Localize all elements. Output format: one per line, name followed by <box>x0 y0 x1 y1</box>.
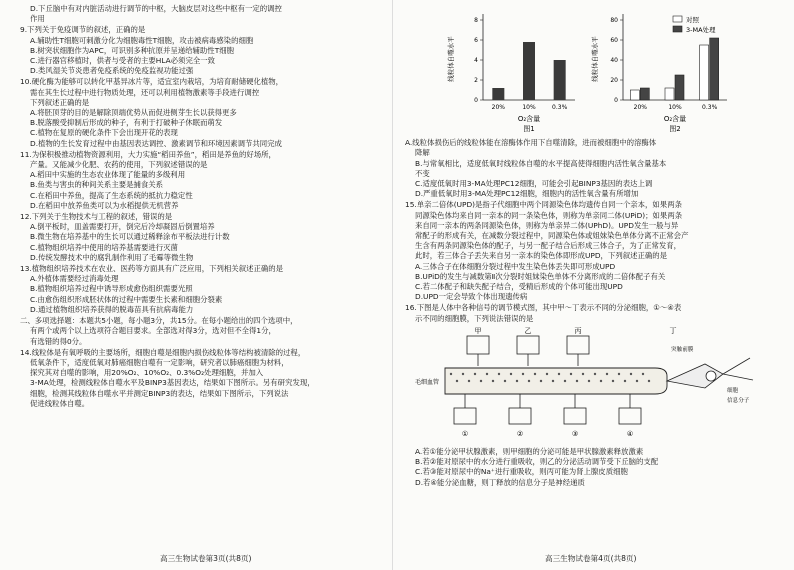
bar <box>523 42 535 100</box>
text-line: 3-MA处理，检测线粒体自噬水平及BINP3基因表达，结果如下图所示。另有研究发现， <box>30 378 315 388</box>
text-line: D.通过植物组织培养获得的脱毒苗具有抗病毒能力 <box>30 304 194 314</box>
fig1-xlabel: O₂含量 <box>517 115 541 123</box>
target-box-1 <box>454 408 476 424</box>
molecule-dot <box>612 380 614 382</box>
bar <box>640 88 649 100</box>
molecule-dot <box>636 380 638 382</box>
text-line: C.在稻田中养鱼，提高了生态系统的抵抗力稳定性 <box>30 190 193 200</box>
text-line: 来自同一亲本的两条同源染色体，则称为单亲异二体(UPhD)。UPD发生一般与异 <box>415 220 679 230</box>
text-line: 需在其生长过程中进行物质处理，还可以利用植物激素等手段进行调控 <box>30 87 260 97</box>
text-line: B.若②能对原尿中的水分进行重吸收，则乙的分泌活动调节受下丘脑的支配 <box>415 457 659 467</box>
label-capillary: 毛细血管 <box>414 378 440 386</box>
right-column <box>405 4 780 488</box>
text-line: 14.线粒体是有氧呼吸的主要场所，细胞自噬是细胞内损伤线粒体等结构被清除的过程， <box>20 347 306 357</box>
molecule-dot <box>450 373 452 375</box>
y-tick: 0 <box>614 97 618 104</box>
text-line: 低氧条件下，适度低氧对肺癌细胞自噬有一定影响，研究者以肺癌细胞为材料， <box>30 357 289 367</box>
cell-box-c <box>567 336 589 354</box>
molecule-dot <box>486 373 488 375</box>
molecule-dot <box>642 373 644 375</box>
text-line: 10.硬化酶为能够可以转化甲基异冰片等，适宜室内栽培，为培育耐储硬化植物， <box>20 77 284 87</box>
bar <box>665 88 674 100</box>
molecule-dot <box>618 373 620 375</box>
molecule-dot <box>588 380 590 382</box>
legend-control: 对照 <box>686 16 699 24</box>
legend-swatch-3ma <box>673 26 682 32</box>
text-line: 生含有两条同源染色体的配子，与另一配子结合后形成三体合子，为了正常发育， <box>415 241 682 251</box>
label-ding: 丁 <box>669 326 677 335</box>
fig1-ylabel: 线粒体自噬水平 <box>447 36 455 82</box>
text-line: D.类风湿关节炎患者免疫系统的免疫监视功能过强 <box>30 66 194 76</box>
molecule-dot <box>522 373 524 375</box>
text-line: A.辅助性T细胞可刺激分化为细胞毒性T细胞，攻击被病毒感染的细胞 <box>30 35 254 45</box>
molecule-dot <box>540 380 542 382</box>
text-line: 同源染色体均来自同一亲本的同一条染色体，则称为单亲同二体(UPiD)；如果两条 <box>415 210 683 220</box>
text-line: B.鱼类与害虫的种间关系主要是捕食关系 <box>30 180 164 190</box>
text-line: 不变 <box>415 168 430 178</box>
text-line: D.若④能分泌血糖，则丁释放的信息分子是神经递质 <box>415 477 585 487</box>
molecule-dot <box>528 380 530 382</box>
text-line: B.树突状细胞作为APC，可识别多种抗原并呈递给辅助性T细胞 <box>30 45 234 55</box>
text-line: 探究其对自噬的影响，用20%O₂、10%O₂、0.3%O₂处理细胞，并加入 <box>30 368 264 378</box>
molecule-dot <box>534 373 536 375</box>
right-text-top <box>405 138 780 324</box>
text-line: 11.为保积极推动植物资源利用，大力实施“稻田养鱼”，稻田是养鱼的好场所， <box>20 149 276 159</box>
text-line: A.稻田中实施的生态农业体现了能量的多级利用 <box>30 170 186 180</box>
x-tick: 0.3% <box>702 104 718 111</box>
fig2-xlabel: O₂含量 <box>663 115 687 123</box>
target-box-4 <box>619 408 641 424</box>
right-text-bottom <box>405 447 780 488</box>
molecule-dot <box>558 373 560 375</box>
text-line: A.若①能分泌甲状腺激素，则甲细胞的分泌可能是甲状腺激素释放激素 <box>415 447 644 457</box>
y-tick: 0 <box>474 97 478 104</box>
text-line: 此时，若三体合子丢失来自另一亲本的染色体即形成UPD，下列叙述正确的是 <box>415 251 668 261</box>
text-line: 16.下图是人体中各种信号的调节模式图，其中甲～丁表示不同的分泌细胞，①～④表 <box>405 303 682 313</box>
text-line: D.植物的生长发育过程中由基因表达调控、激素调节和环境因素调节共同完成 <box>30 138 282 148</box>
text-line: 二、多项选择题：本题共5小题，每小题3分，共15分。在每小题给出的四个选项中， <box>20 316 298 326</box>
text-line: B.植物组织培养过程中诱导形成愈伤组织需要光照 <box>30 284 193 294</box>
molecule-dot <box>504 380 506 382</box>
x-tick: 10% <box>522 104 536 111</box>
y-tick: 8 <box>474 17 478 24</box>
text-line: 降解 <box>415 148 430 158</box>
text-line: 下列叙述正确的是 <box>30 97 90 107</box>
text-line: A.线粒体损伤后的线粒体能在溶酶体作用下自噬清除，进而被细胞中的溶酶体 <box>405 138 657 148</box>
neuron <box>667 345 753 404</box>
text-line: B.UPiD的发生与减数第Ⅱ次分裂时姐妹染色单体不分离形成的二倍体配子有关 <box>415 271 666 281</box>
blood-vessel <box>415 368 667 394</box>
text-line: A.倒平板时，皿盖需要打开，倒完后冷却凝固后倒置培养 <box>30 222 215 232</box>
y-tick: 80 <box>610 17 618 24</box>
molecule-dot <box>492 380 494 382</box>
y-tick: 2 <box>474 77 478 84</box>
bar <box>675 75 684 100</box>
label-yi: 乙 <box>524 326 532 335</box>
y-tick: 60 <box>610 37 618 44</box>
molecule-dot <box>630 373 632 375</box>
molecule-dot <box>480 380 482 382</box>
figures-row <box>405 4 780 134</box>
label-signal: 信息分子 <box>727 397 750 404</box>
text-line: 细胞，检测其线粒体自噬水平并测定BINP3的表达，结果如下图所示，下列说法 <box>30 388 289 398</box>
text-line: 有两个或两个以上选项符合题目要求。全部选对得3分，选对但不全得1分， <box>30 326 276 336</box>
signal-diagram <box>405 324 780 444</box>
text-line: A.三体合子在体细胞分裂过程中发生染色体丢失即可形成UPD <box>415 261 616 271</box>
fig2-ylabel: 线粒体自噬水平 <box>591 36 599 82</box>
text-line: 9.下列关于免疫调节的叙述，正确的是 <box>20 25 146 35</box>
text-line: 常配子的形成有关，在减数分裂过程中，同源染色体或姐妹染色单体分离不正常会产 <box>415 231 689 241</box>
molecule-dot <box>516 380 518 382</box>
num-3: ③ <box>571 429 579 438</box>
text-line: C.植物组织培养中使用的培养基需要进行灭菌 <box>30 242 178 252</box>
text-line: D.传统发酵技术中的腐乳制作利用了毛霉等微生物 <box>30 252 194 262</box>
num-1: ① <box>461 429 469 438</box>
molecule-dot <box>570 373 572 375</box>
molecule-dot <box>600 380 602 382</box>
text-line: C.进行器官移植时，供者与受者的主要HLA必须完全一致 <box>30 56 216 66</box>
molecule-dot <box>456 380 458 382</box>
target-box-2 <box>509 408 531 424</box>
bar <box>710 38 719 100</box>
text-line: 12.下列关于生物技术与工程的叙述，错误的是 <box>20 212 173 222</box>
text-line: C.适度低氧时用3-MA处理PC12细胞，可能会引起BINP3基因的表达上调 <box>415 179 653 189</box>
footer-left: 高三生物试卷第3页(共8页) <box>160 554 252 563</box>
text-line: 有选错的得0分。 <box>30 336 87 346</box>
figure-2 <box>590 14 727 133</box>
text-line: 15.单亲二倍体(UPD)是指子代细胞中两个同源染色体均遗传自同一个亲本，如果两条 <box>405 200 682 210</box>
label-cell: 细胞 <box>727 387 739 394</box>
bar <box>492 88 504 100</box>
molecule-dot <box>546 373 548 375</box>
cell-box-a <box>467 336 489 354</box>
text-line: C.由愈伤组织形成胚状体的过程中需要生长素和细胞分裂素 <box>30 294 223 304</box>
molecule-dot <box>510 373 512 375</box>
text-line: A.外植体需要经过消毒处理 <box>30 274 119 284</box>
label-bing: 丙 <box>574 326 582 335</box>
text-line: 产量。又能减少化肥、农药的使用，下列叙述错误的是 <box>30 160 208 170</box>
text-line: D.在稻田中放养鱼类可以为水稻提供无机营养 <box>30 200 179 210</box>
molecule-dot <box>594 373 596 375</box>
molecule-dot <box>582 373 584 375</box>
x-tick: 20% <box>633 104 648 111</box>
bar <box>700 45 709 100</box>
text-line: B.与常氧相比，适度低氧时线粒体自噬的水平提高使得细胞内活性氧含量基本 <box>415 158 667 168</box>
label-jia: 甲 <box>474 326 482 335</box>
y-tick: 20 <box>610 77 618 84</box>
molecule-dot <box>606 373 608 375</box>
molecule-dot <box>576 380 578 382</box>
text-line: B.微生物在培养基中的生长可以通过稀释涂布平板法进行计数 <box>30 232 230 242</box>
molecule-dot <box>648 380 650 382</box>
molecule-dot <box>552 380 554 382</box>
label-synapse: 突触前膜 <box>671 346 694 353</box>
molecule-dot <box>498 373 500 375</box>
diagram-cells <box>467 327 677 366</box>
text-line: A.将胚顶芽的目的是解除顶端优势从而促进侧芽生长以获得更多 <box>30 108 237 118</box>
num-2: ② <box>516 429 524 438</box>
x-tick: 0.3% <box>552 104 568 111</box>
molecule-dot <box>624 380 626 382</box>
footer-right: 高三生物试卷第4页(共8页) <box>545 554 637 563</box>
text-line: D.下丘脑中有对内脏活动进行调节的中枢，大脑皮层对这些中枢有一定的调控 <box>30 4 282 13</box>
text-line: C.若二体配子和缺失配子结合，受精后形成的个体可能出现UPD <box>415 282 623 292</box>
left-column <box>20 4 395 409</box>
text-line: D.UPD一定会导致个体出现遗传病 <box>415 292 528 302</box>
molecule-dot <box>468 380 470 382</box>
target-box-3 <box>564 408 586 424</box>
text-line: D.严重低氧时用3-MA处理PC12细胞，细胞内的活性氧含量有所增加 <box>415 189 639 199</box>
fig1-caption: 图1 <box>523 125 535 133</box>
molecule-dot <box>564 380 566 382</box>
molecule-dot <box>462 373 464 375</box>
figure-1 <box>446 14 575 133</box>
text-line: B.脱落酸受抑制后形成的种子，有利于打破种子休眠而萌发 <box>30 118 223 128</box>
x-tick: 20% <box>491 104 506 111</box>
target-cells <box>454 394 641 438</box>
y-tick: 6 <box>474 37 478 44</box>
text-line: 13.植物组织培养技术在农业、医药等方面具有广泛应用，下列相关叙述正确的是 <box>20 264 284 274</box>
bar <box>554 60 566 100</box>
text-line: 促进线粒体自噬。 <box>30 398 90 408</box>
bar <box>630 90 639 100</box>
text-line: C.若③能对原尿中的Na⁺进行重吸收，则丙可能为肾上腺皮质细胞 <box>415 467 628 477</box>
y-tick: 4 <box>474 57 478 64</box>
cell-box-b <box>517 336 539 354</box>
text-line: C.植物在复原的硬化条件下会出现开花的表现 <box>30 128 178 138</box>
legend-3ma: 3-MA处理 <box>686 26 716 34</box>
y-tick: 40 <box>610 57 618 64</box>
num-4: ④ <box>626 429 634 438</box>
molecule-dot <box>474 373 476 375</box>
fig2-caption: 图2 <box>669 125 681 133</box>
legend-swatch-control <box>673 16 682 22</box>
x-tick: 10% <box>668 104 682 111</box>
text-line: 示不同的细胞膜，下列说法错误的是 <box>415 313 534 323</box>
text-line: 作用 <box>30 14 45 24</box>
